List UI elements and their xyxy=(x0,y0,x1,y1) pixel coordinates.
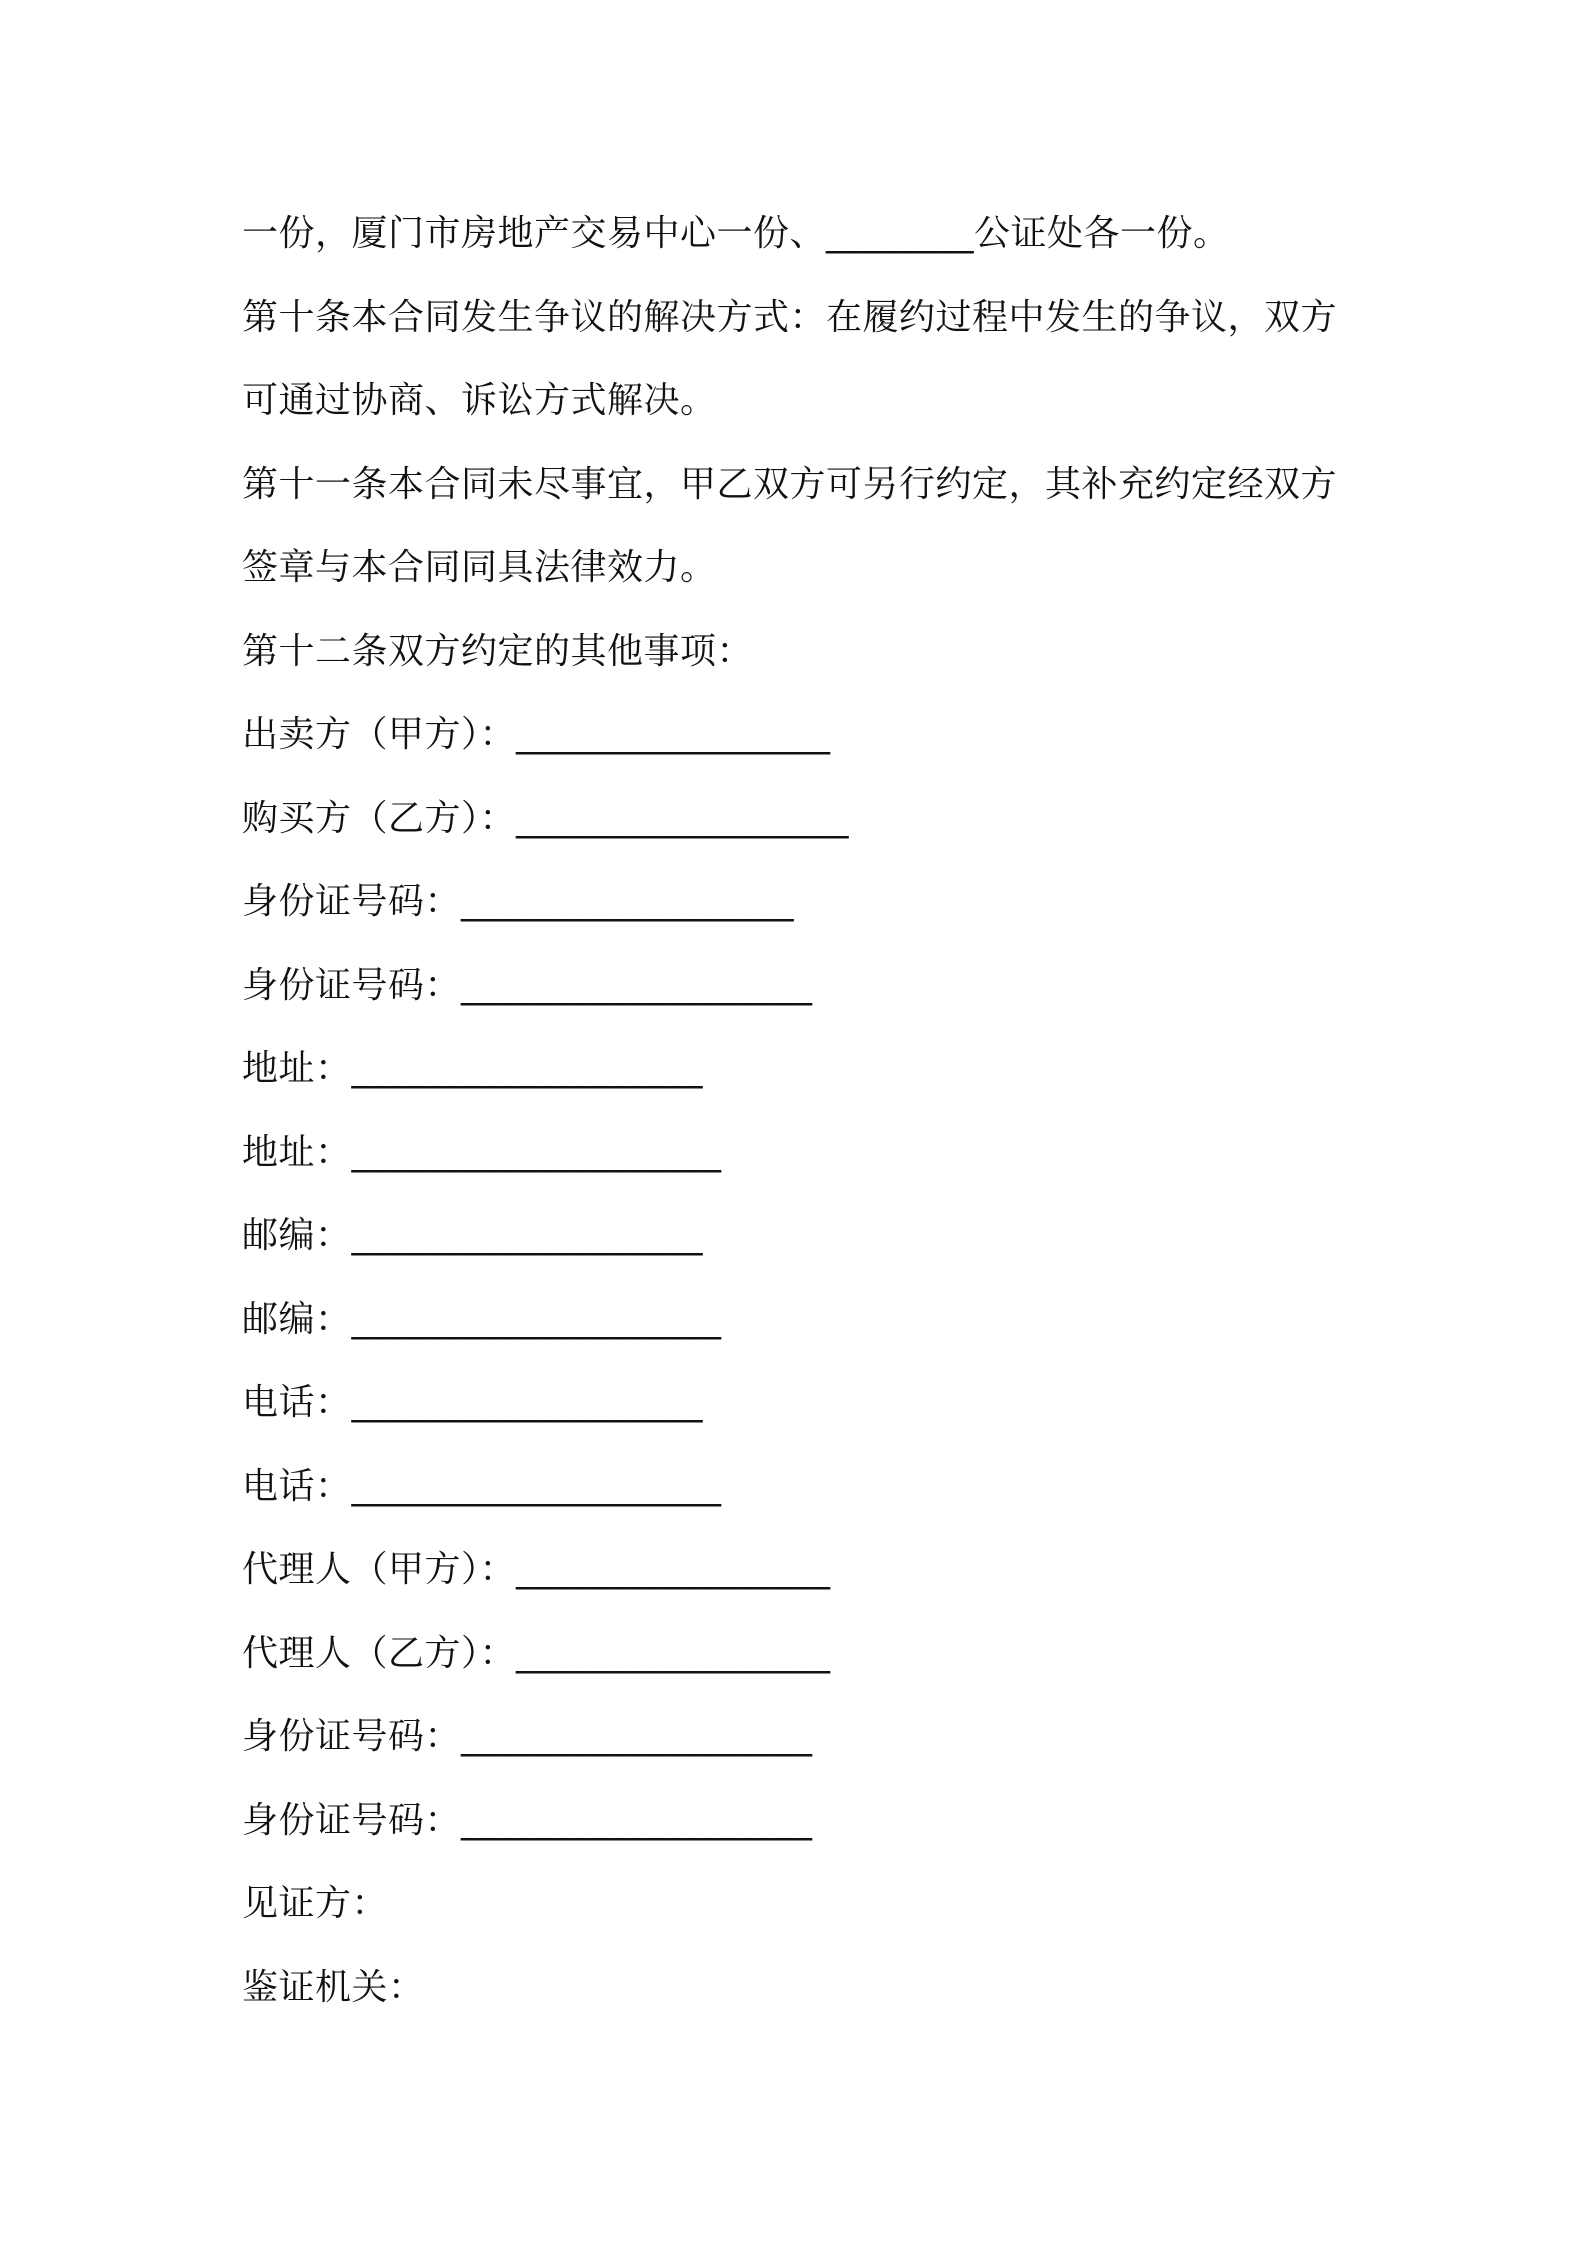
field-label: 身份证号码： xyxy=(242,1716,462,1757)
field-agent-id-buyer xyxy=(242,1779,1362,1863)
field-seller xyxy=(242,693,1362,777)
field-blank: ___________________ xyxy=(461,1716,813,1757)
field-postcode-buyer xyxy=(242,1278,1362,1362)
field-blank: _________________ xyxy=(516,1549,831,1590)
clause-10-line-2: 可通过协商、诉讼方式解决。 xyxy=(242,380,717,421)
field-blank: ___________________ xyxy=(461,964,813,1006)
field-label: 身份证号码： xyxy=(242,964,462,1006)
field-buyer xyxy=(242,777,1362,861)
field-label: 身份证号码： xyxy=(242,1799,462,1841)
field-label: 购买方（乙方）： xyxy=(242,797,517,839)
field-label: 身份证号码： xyxy=(242,881,462,922)
field-blank: _________________ xyxy=(516,714,831,755)
field-agent-buyer xyxy=(242,1612,1362,1696)
field-label: 邮编： xyxy=(242,1215,352,1256)
field-id-number-buyer xyxy=(242,944,1362,1028)
field-blank: ____________________ xyxy=(351,1131,722,1173)
witness-label: 见证方： xyxy=(242,1883,389,1924)
field-label: 地址： xyxy=(242,1131,352,1173)
field-address-buyer xyxy=(242,1111,1362,1195)
field-phone-seller xyxy=(242,1361,1362,1445)
field-blank: ___________________ xyxy=(351,1215,704,1256)
clause-11-line-2: 签章与本合同同具法律效力。 xyxy=(242,547,717,588)
field-blank: _________________ xyxy=(516,1632,831,1674)
field-label: 电话： xyxy=(242,1465,352,1507)
field-label: 代理人（乙方）： xyxy=(242,1632,517,1674)
paragraph-line: 一份，厦门市房地产交易中心一份、________公证处各一份。 xyxy=(242,213,1230,254)
field-blank: ___________________ xyxy=(351,1048,704,1089)
field-blank: ___________________ xyxy=(461,1799,813,1841)
field-label: 邮编： xyxy=(242,1298,352,1340)
field-blank: __________________ xyxy=(516,797,850,839)
field-label: 代理人（甲方）： xyxy=(242,1549,517,1590)
field-blank: ___________________ xyxy=(351,1382,704,1423)
clause-10-line-1: 第十条本合同发生争议的解决方式：在履约过程中发生的争议，双方 xyxy=(242,296,1338,338)
field-blank: ____________________ xyxy=(351,1465,722,1507)
field-blank: ____________________ xyxy=(351,1298,722,1340)
field-label: 地址： xyxy=(242,1048,352,1089)
field-agent-seller xyxy=(242,1528,1362,1612)
field-postcode-seller xyxy=(242,1194,1362,1278)
authority-label: 鉴证机关： xyxy=(242,1966,425,2008)
field-label: 电话： xyxy=(242,1382,352,1423)
field-blank: __________________ xyxy=(461,881,795,922)
field-phone-buyer xyxy=(242,1445,1362,1529)
field-id-number-seller xyxy=(242,860,1362,944)
field-label: 出卖方（甲方）： xyxy=(242,714,517,755)
field-agent-id-seller xyxy=(242,1695,1362,1779)
clause-11-line-1: 第十一条本合同未尽事宜，甲乙双方可另行约定，其补充约定经双方 xyxy=(242,463,1338,505)
clause-12-line: 第十二条双方约定的其他事项： xyxy=(242,630,754,672)
field-address-seller xyxy=(242,1027,1362,1111)
document-page xyxy=(242,192,1362,2029)
